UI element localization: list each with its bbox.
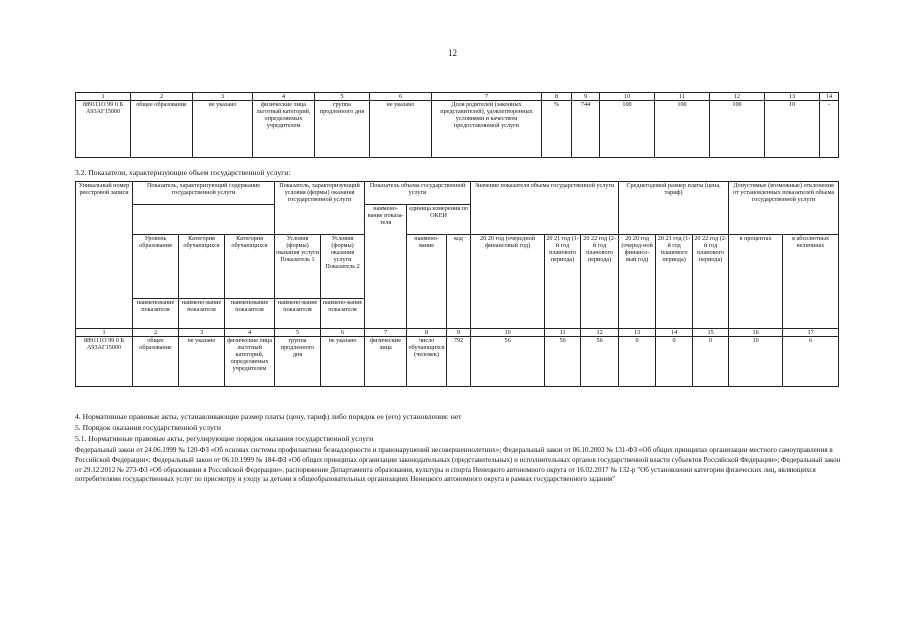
header-cell: наименование показателя: [225, 299, 275, 329]
page-number: 12: [448, 48, 457, 58]
table-cell: физические лица льготный категорий, определяемых учредителем: [225, 337, 275, 387]
table-cell: общее образование: [131, 101, 193, 158]
col-num: 11: [545, 329, 581, 337]
table-cell: физические лица: [365, 337, 407, 387]
header-cell: 20 20 год (очередной финансовый год): [471, 235, 545, 329]
col-num: 12: [581, 329, 619, 337]
header-cell: наимено-вание показателя: [179, 299, 225, 329]
col-num: 9: [447, 329, 471, 337]
header-cell: Уровень образования: [133, 235, 179, 299]
col-num: 13: [765, 93, 820, 101]
table-cell: Доля родителей (законных представителей), удовлетворенных условиями и качеством предоставляемой услуги: [432, 101, 542, 158]
table-cell: 0: [656, 337, 693, 387]
header-cell: наименование показателя: [133, 299, 179, 329]
section-5-1-heading: 5.1. Нормативные правовые акты, регулирующие порядок оказания государственной услуги: [75, 434, 374, 443]
col-num: 3: [193, 93, 253, 101]
header-row-1: [76, 182, 839, 205]
table-cell: 56: [545, 337, 581, 387]
section-3-2-heading: 3.2. Показатели, характеризующие объем государственной услуги:: [75, 168, 291, 177]
header-cell: в абсолютных величинах: [783, 235, 839, 329]
table-cell: группа продленного дня: [275, 337, 321, 387]
header-row-3: [76, 235, 839, 299]
table-cell: общее образование: [133, 337, 179, 387]
col-num: 7: [365, 329, 407, 337]
table-cell: 744: [572, 101, 600, 158]
legal-acts-paragraph: Федеральный закон от 24.06.1999 № 120-ФЗ «Об основах системы профилактики безнадзорности и правонарушений несовершеннолетних»; Федеральный закон от 06.10.2003 № 131-ФЗ «Об общих принципах организации местного самоуправления в Российской Федерации»; Федеральный закон от 06.10.1999 № 184-ФЗ «Об общих принципах организации законодательных (представительных) и исполнительных органов государственной власти субъектов Российской Федерации»; Федеральный закон от 29.12.2012 № 273-ФЗ «Об образовании в Российской Федерации», распоряжение Департамента образования, культуры и спорта Ненецкого автономного округа от 16.02.2017 № 132-р "Об установлении категории физических лиц, являющихся потребителями государственных услуг по присмотру и уходу за детьми в общеобразовательных организациях Ненецкого автономного округа в рамках государственного задания": [75, 446, 841, 484]
table-cell: 792: [447, 337, 471, 387]
table-cell: не указано: [370, 101, 432, 158]
table-cell: не указано: [321, 337, 365, 387]
table-cell: физические лица льготный категорий, определяемых учредителем: [253, 101, 315, 158]
section-5-heading: 5. Порядок оказания государственной услуги: [75, 423, 221, 432]
col-num: 17: [783, 329, 839, 337]
col-num: 4: [253, 93, 315, 101]
header-cell: Категория обучающихся: [179, 235, 225, 299]
header-cell: 20 21 год (1-й год планового периода): [656, 235, 693, 329]
col-num: 5: [275, 329, 321, 337]
table-cell: не указано: [179, 337, 225, 387]
quality-table-continuation: [75, 92, 839, 158]
col-num: 2: [133, 329, 179, 337]
col-num: 8: [407, 329, 447, 337]
header-cell: Среднегодовой размер платы (цена, тариф): [619, 182, 729, 235]
section-4-line: 4. Нормативные правовые акты, устанавливающие размер платы (цену, тариф) либо порядок ее (его) установления: нет: [75, 412, 462, 421]
header-cell: 20 22 год (2-й год планового периода): [693, 235, 729, 329]
table-cell: -: [820, 101, 839, 158]
table-cell: 56: [581, 337, 619, 387]
table-cell: не указано: [193, 101, 253, 158]
col-num: 12: [710, 93, 765, 101]
table-cell: 889111О 99 0 Б А93АГ15000: [76, 337, 133, 387]
col-num: 3: [179, 329, 225, 337]
col-num: 6: [370, 93, 432, 101]
header-cell: Допустимые (возможные) отклонения от установленных показателей объема государственной услуги: [729, 182, 839, 235]
header-cell: Категория обучающихся: [225, 235, 275, 299]
header-cell: наимено-вание показателя: [275, 299, 321, 329]
table-cell: 10: [729, 337, 783, 387]
table-cell: 100: [600, 101, 655, 158]
col-num: 2: [131, 93, 193, 101]
col-num: 14: [820, 93, 839, 101]
col-num: 15: [693, 329, 729, 337]
header-cell: Условия (формы) оказания услуги Показатель 1: [275, 235, 321, 299]
header-cell: 20 20 год (очеред-ной финансо-вый год): [619, 235, 656, 329]
header-cell: 20 22 год (2-й год планового периода): [581, 235, 619, 329]
table-row: [76, 337, 839, 387]
col-num: 14: [656, 329, 693, 337]
header-cell: Показатель, характеризующий условия (формы) оказания государственной услуги: [275, 182, 365, 235]
column-number-row: [76, 329, 839, 337]
table-cell: 100: [655, 101, 710, 158]
table-cell: группа продленного дня: [315, 101, 370, 158]
table-cell: 0: [619, 337, 656, 387]
col-num: 1: [76, 329, 133, 337]
header-cell: Показатель объема государственной услуги: [365, 182, 471, 205]
table-cell: 0: [693, 337, 729, 387]
table-cell: 889111О 99 0 Б А93АГ15000: [76, 101, 131, 158]
col-num: 16: [729, 329, 783, 337]
table-cell: число обучающихся (человек): [407, 337, 447, 387]
header-cell: единица измерения по ОКЕИ: [407, 205, 471, 235]
header-cell: Значение показателя объема государственной услуги: [471, 182, 619, 235]
header-cell: код: [447, 235, 471, 329]
table-cell: 6: [783, 337, 839, 387]
col-num: 10: [600, 93, 655, 101]
col-num: 10: [471, 329, 545, 337]
header-cell: Условия (формы) оказания услуги Показатель 2: [321, 235, 365, 299]
header-cell: наимено-вание показателя: [321, 299, 365, 329]
col-num: 6: [321, 329, 365, 337]
col-num: 1: [76, 93, 131, 101]
col-num: 4: [225, 329, 275, 337]
col-num: 13: [619, 329, 656, 337]
col-num: 7: [432, 93, 542, 101]
column-number-row: [76, 93, 839, 101]
header-cell: [133, 205, 275, 235]
header-cell: 20 21 год (1-й год планового периода): [545, 235, 581, 329]
header-cell: в процентах: [729, 235, 783, 329]
header-cell: наимено-вание: [407, 235, 447, 329]
table-cell: %: [542, 101, 572, 158]
table-row: [76, 101, 839, 158]
col-num: 5: [315, 93, 370, 101]
table-cell: 56: [471, 337, 545, 387]
col-num: 11: [655, 93, 710, 101]
table-cell: 100: [710, 101, 765, 158]
col-num: 8: [542, 93, 572, 101]
header-cell: Показатель, характеризующий содержание государственной услуги: [133, 182, 275, 205]
volume-table: [75, 181, 839, 387]
table-cell: 10: [765, 101, 820, 158]
header-cell: наимено-вание показа-теля: [365, 205, 407, 329]
header-cell: Уникальный номер реестровой записи: [76, 182, 133, 329]
col-num: 9: [572, 93, 600, 101]
